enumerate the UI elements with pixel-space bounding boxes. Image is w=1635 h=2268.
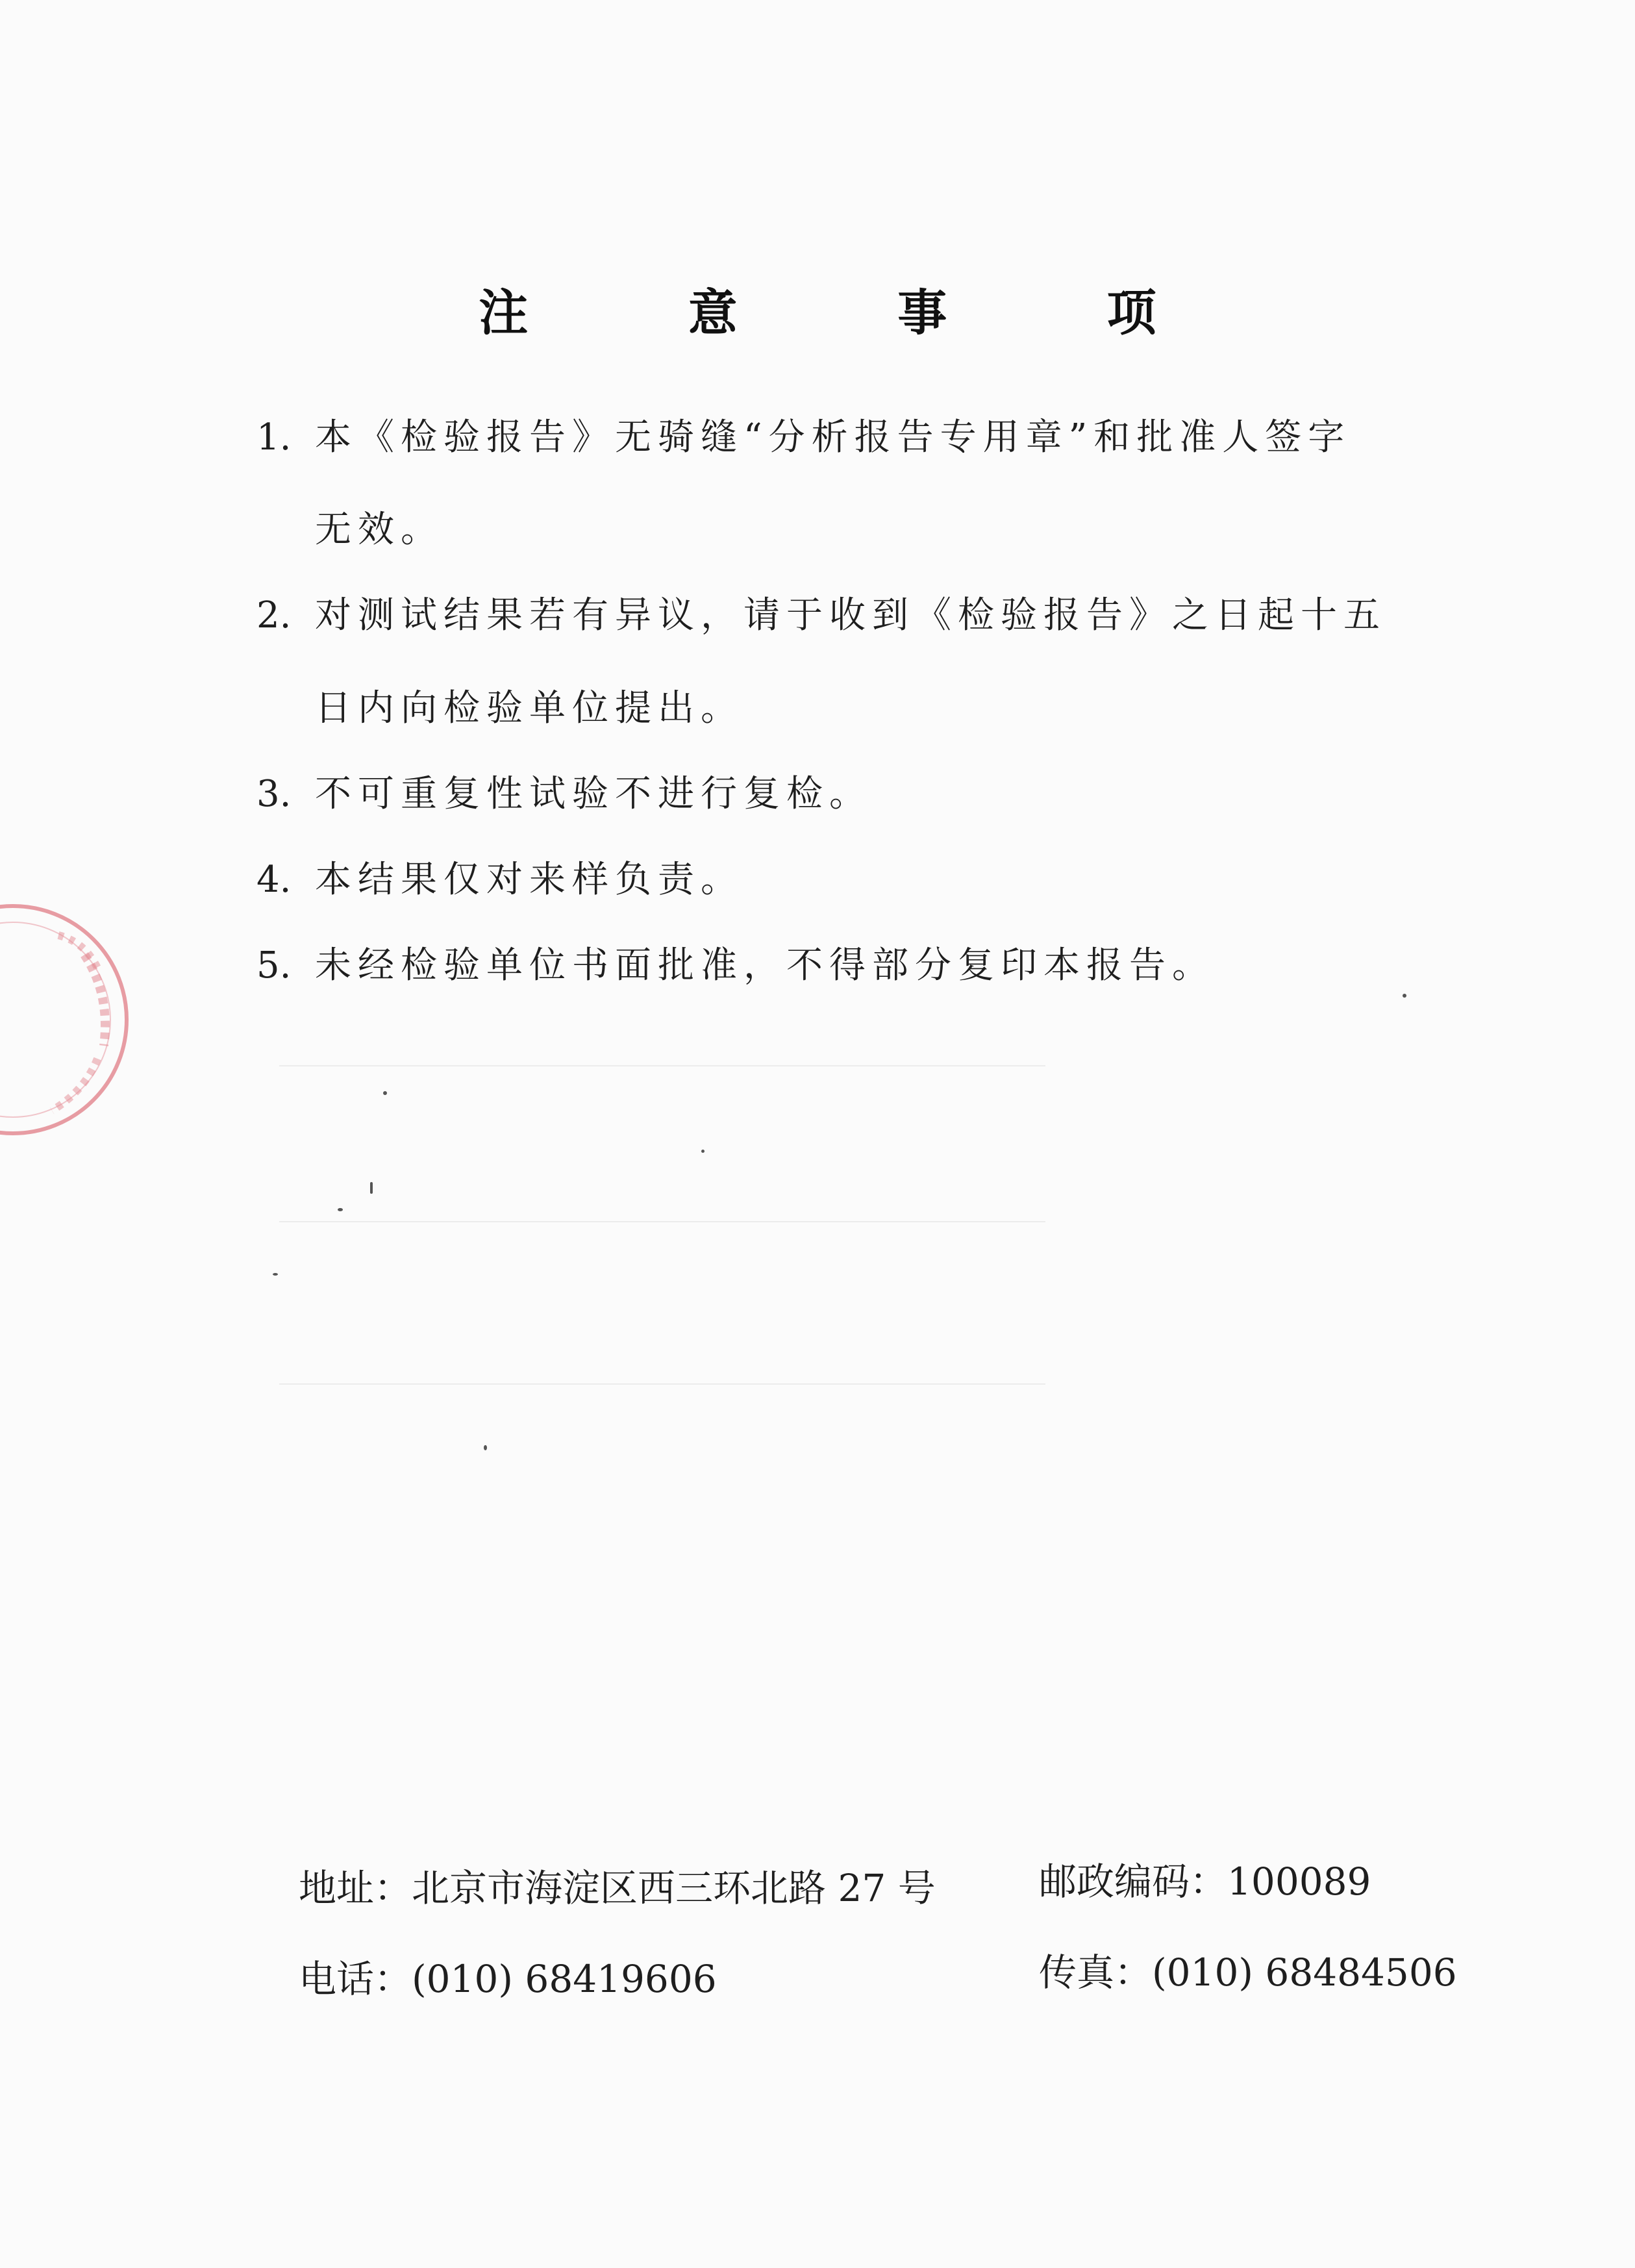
bleed-through-line [279, 1221, 1045, 1222]
postcode-label: 邮政编码： [1039, 1859, 1228, 1904]
notice-text-continued: 日内向检验单位提出。 [315, 687, 743, 729]
notice-item-4 [256, 858, 1425, 901]
page-title: 注 意 事 项 [479, 283, 1228, 342]
scan-speck [273, 1273, 278, 1276]
footer-phone [299, 1948, 717, 2003]
notice-number: 1. [256, 416, 292, 459]
notice-item-3 [256, 772, 1425, 816]
scan-speck [484, 1445, 487, 1450]
seal-stamp [0, 896, 136, 1143]
phone-label: 电话： [299, 1957, 412, 2001]
bleed-through-line [279, 1383, 1045, 1385]
scan-speck [370, 1182, 373, 1194]
scan-speck [1403, 994, 1406, 998]
postcode-value: 100089 [1227, 1859, 1371, 1904]
notice-number: 4. [256, 858, 292, 901]
scan-speck [338, 1208, 343, 1211]
notice-text: 对测试结果若有异议，请于收到《检验报告》之日起十五 [315, 594, 1386, 637]
fax-label: 传真： [1039, 1950, 1153, 1995]
notice-number: 2. [256, 594, 292, 637]
footer-address [299, 1858, 936, 1912]
notice-text-continued: 无效。 [315, 509, 443, 551]
bleed-through-line [279, 1065, 1045, 1066]
scan-speck [701, 1150, 705, 1153]
notice-item-1 [256, 416, 1425, 551]
footer-fax [1039, 1942, 1457, 1997]
notice-text: 未经检验单位书面批准，不得部分复印本报告。 [315, 944, 1215, 987]
phone-value: (010) 68419606 [412, 1957, 717, 2001]
notice-number: 3. [256, 772, 292, 815]
address-value: 北京市海淀区西三环北路 27 号 [412, 1866, 936, 1910]
notice-text: 本《检验报告》无骑缝“分析报告专用章”和批准人签字 [315, 416, 1351, 459]
notice-number: 5. [256, 944, 292, 987]
notice-text: 本结果仅对来样负责。 [315, 858, 743, 901]
footer-postcode [1039, 1851, 1371, 1906]
notice-text: 不可重复性试验不进行复检。 [315, 772, 872, 815]
notice-item-5 [256, 944, 1425, 987]
fax-value: (010) 68484506 [1152, 1950, 1457, 1995]
scan-speck [383, 1091, 387, 1095]
notice-list [256, 416, 1425, 1029]
notice-item-2 [256, 594, 1425, 729]
address-label: 地址： [299, 1866, 412, 1910]
